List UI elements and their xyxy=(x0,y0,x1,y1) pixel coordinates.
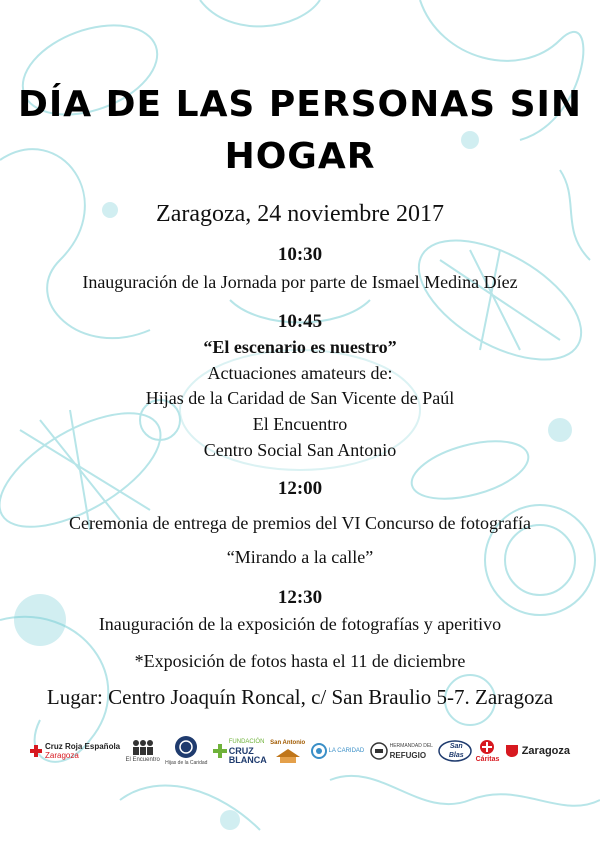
swirl-icon xyxy=(311,743,327,759)
logo-la-caridad: LA CARIDAD xyxy=(311,743,365,759)
logo-cruz-roja: Cruz Roja Española Zaragoza xyxy=(30,742,120,760)
red-cross-icon xyxy=(30,745,42,757)
performer-2: El Encuentro xyxy=(252,414,348,434)
exhibition-text: Inauguración de la exposición de fotografías y aperitivo xyxy=(98,614,502,634)
opening-text: Inauguración de la Jornada por parte de Ismael Medina Díez xyxy=(82,272,518,292)
heart-cross-icon xyxy=(479,739,495,755)
title-line-2: HOGAR xyxy=(224,136,376,177)
logo-ayuntamiento-zaragoza: Zaragoza xyxy=(505,744,570,758)
logo-refugio: HERMANDAD DEL REFUGIO xyxy=(370,742,433,760)
venue: Lugar: Centro Joaquín Roncal, c/ San Braulio 5-7. Zaragoza xyxy=(46,685,554,709)
exhibition-note: *Exposición de fotos hasta el 11 de diciembre xyxy=(134,651,466,671)
title-line-1: DÍA DE LAS PERSONAS SIN xyxy=(17,84,583,125)
time-1230: 12:30 xyxy=(277,587,323,608)
time-1030: 10:30 xyxy=(277,244,323,265)
logo-caritas: Cáritas xyxy=(476,739,500,764)
green-cross-icon xyxy=(213,744,227,758)
stage-title: “El escenario es nuestro” xyxy=(203,337,397,357)
awards-text: Ceremonia de entrega de premios del VI Concurso de fotografía xyxy=(68,513,531,533)
logo-el-encuentro: El Encuentro xyxy=(125,738,159,765)
sponsor-logos xyxy=(30,727,570,775)
house-icon xyxy=(275,748,301,764)
performer-3: Centro Social San Antonio xyxy=(203,440,397,460)
logo-san-blas: San Blas xyxy=(438,740,470,762)
logo-san-antonio: San Antonio xyxy=(270,739,305,764)
time-1200: 12:00 xyxy=(277,478,323,499)
people-icon xyxy=(130,738,156,756)
performer-1: Hijas de la Caridad de San Vicente de Paúl xyxy=(145,388,455,408)
logo-hijas-caridad: Hijas de la Caridad xyxy=(165,735,207,768)
contest-name: “Mirando a la calle” xyxy=(226,547,374,567)
lion-shield-icon xyxy=(505,744,519,758)
performers-heading: Actuaciones amateurs de: xyxy=(207,363,393,383)
emblem-icon xyxy=(370,742,388,760)
time-1045: 10:45 xyxy=(277,311,323,332)
logo-cruz-blanca: FUNDACIÓN CRUZ BLANCA xyxy=(213,738,265,765)
globe-icon xyxy=(174,735,198,759)
event-date: Zaragoza, 24 noviembre 2017 xyxy=(156,201,444,227)
